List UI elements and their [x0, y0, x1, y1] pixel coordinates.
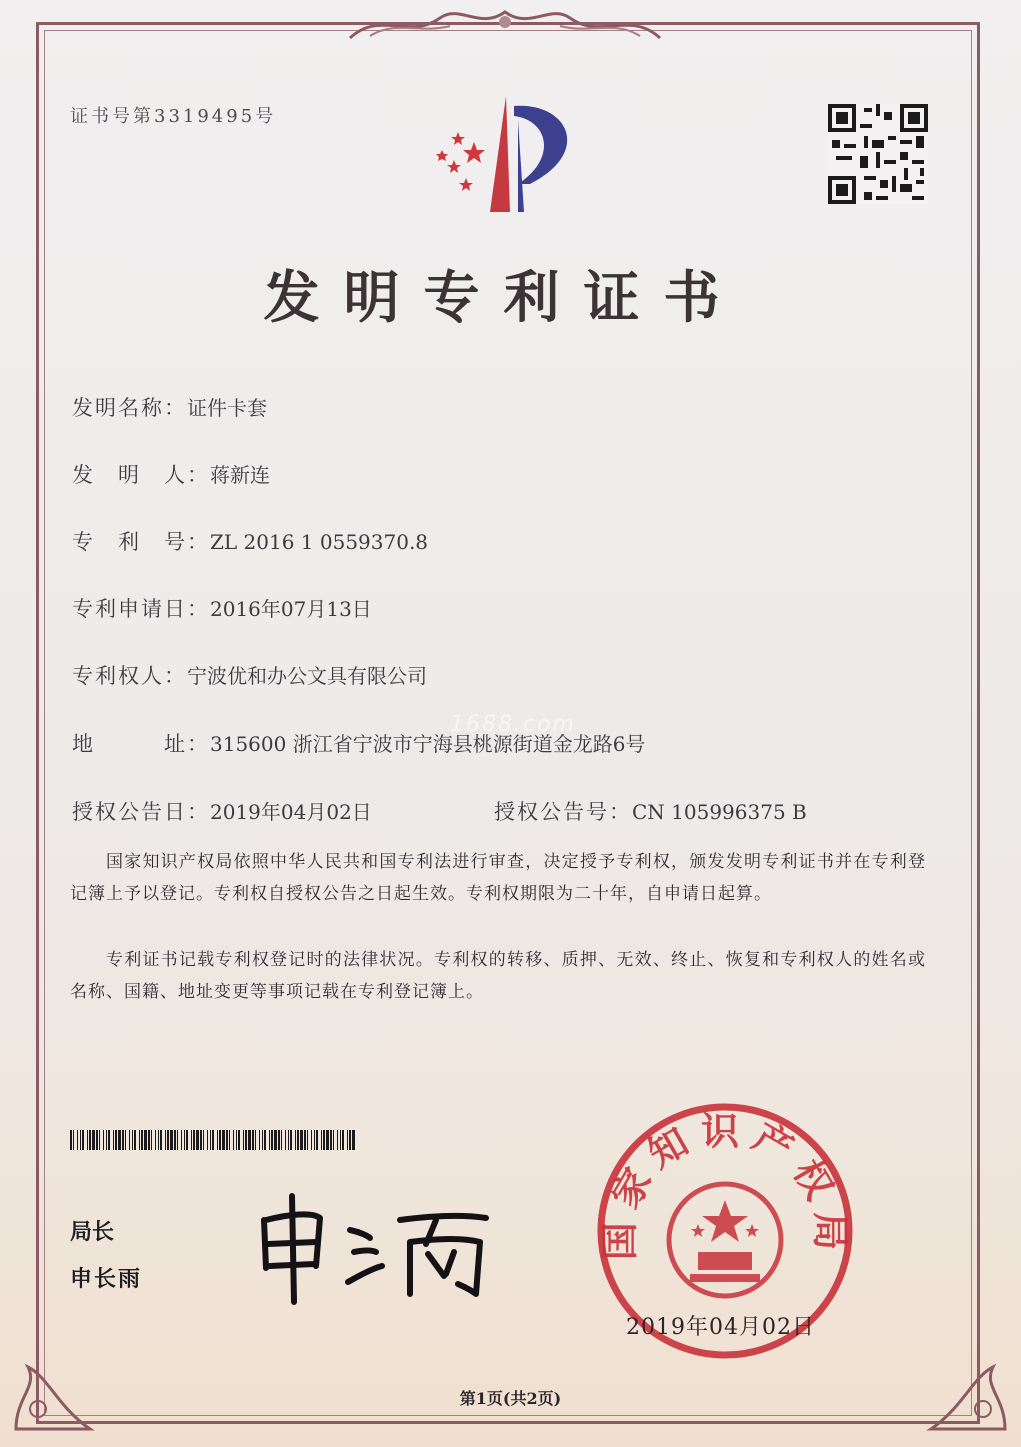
patentee-value: 宁波优和办公文具有限公司	[187, 664, 427, 688]
filing-date-row	[72, 593, 372, 623]
top-ornament	[340, 0, 670, 44]
announce-date-row	[72, 796, 372, 826]
invention-name-label: 发明名称：	[72, 396, 187, 420]
inventor-label: 发 明 人：	[72, 463, 210, 487]
director-name: 申长雨	[70, 1267, 143, 1292]
address-label: 地 址：	[72, 732, 210, 756]
inventor-value: 蒋新连	[210, 463, 270, 487]
director-signature	[250, 1190, 500, 1310]
seal-text: 国家知识产权局	[597, 1109, 853, 1261]
announce-number-label: 授权公告号：	[494, 800, 632, 824]
grant-statement-paragraph: 国家知识产权局依照中华人民共和国专利法进行审查，决定授予专利权，颁发发明专利证书并在专利登记簿上予以登记。专利权自授权公告之日起生效。专利权期限为二十年，自申请日起算。	[70, 852, 926, 904]
barcode	[70, 1130, 355, 1150]
patent-number-row	[72, 526, 428, 556]
inventor-row	[72, 459, 270, 489]
announce-number-row	[494, 796, 807, 826]
announce-date-value: 2019年04月02日	[210, 800, 372, 824]
address-value: 315600 浙江省宁波市宁海县桃源街道金龙路6号	[210, 732, 646, 756]
cnipa-logo-icon	[418, 92, 588, 222]
filing-date-label: 专利申请日：	[72, 597, 210, 621]
document-title: 发明专利证书	[263, 266, 744, 331]
watermark: 1688.com	[450, 712, 576, 737]
director-title: 局长	[70, 1220, 115, 1245]
patentee-label: 专利权人：	[72, 664, 187, 688]
patentee-row	[72, 660, 427, 690]
invention-name-value: 证件卡套	[187, 396, 267, 420]
announce-date-label: 授权公告日：	[72, 800, 210, 824]
page-number: 第1页(共2页)	[459, 1389, 562, 1408]
invention-name-row	[72, 392, 267, 422]
qr-code[interactable]	[826, 104, 930, 204]
patent-number-value: ZL 2016 1 0559370.8	[210, 530, 429, 554]
legal-status-paragraph: 专利证书记载专利权登记时的法律状况。专利权的转移、质押、无效、终止、恢复和专利权人的姓名或名称、国籍、地址变更等事项记载在专利登记簿上。	[70, 950, 926, 1002]
patent-number-label: 专 利 号：	[72, 530, 210, 554]
certificate-number: 证书号第3319495号	[70, 106, 277, 127]
announce-number-value: CN 105996375 B	[632, 800, 807, 824]
filing-date-value: 2016年07月13日	[210, 597, 372, 621]
seal-date: 2019年04月02日	[626, 1315, 815, 1340]
